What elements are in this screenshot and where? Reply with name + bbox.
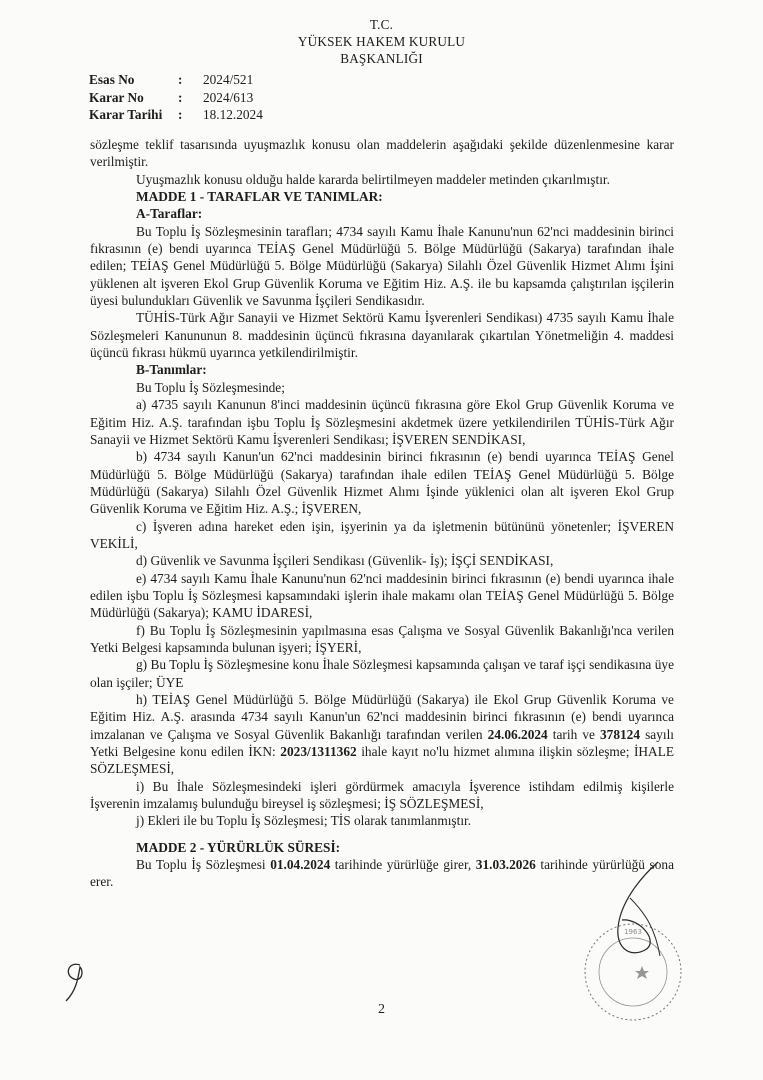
document-header xyxy=(0,16,763,67)
tarih-label: Karar Tarihi xyxy=(89,107,163,122)
colon: : xyxy=(178,107,183,122)
section-a-paragraph-1: Bu Toplu İş Sözleşmesinin tarafları; 4734 sayılı Kamu İhale Kanunu'nun 62'nci maddesinin birinci fıkrasının (e) bendi uyarınca TEİAŞ Genel Müdürlüğü 5. Bölge Müdürlüğü (Sakarya) tarafından ihale edilen; TEİAŞ Genel Müdürlüğü 5. Bölge Müdürlüğü (Sakarya) Silahlı Özel Güvenlik Hizmet Alımı İşini yüklenen alt işveren Ekol Grup Güvenlik Koruma ve Eğitim Hiz. A.Ş. ile bu kapsamda çalıştırılan işçilerin üyesi bulundukları Güvenlik ve Savunma İşçileri Sendikasıdır. xyxy=(90,223,674,309)
definition-h-number: 378124 xyxy=(599,726,641,742)
esas-row xyxy=(89,71,263,89)
definition-h-text-3: sayılı Yetki Belgesine konu edilen İKN: xyxy=(90,726,674,760)
section-a-title: A-Taraflar: xyxy=(136,206,203,222)
definition-a: a) 4735 sayılı Kanunun 8'inci maddesinin üçüncü fıkrasına göre Ekol Grup Güvenlik Koruma ve Eğitim Hiz. A.Ş. tarafından işbu Toplu İş Sözleşmesini akdetmek üzere yetkilendirilen TÜHİS-Türk Ağır Sanayii ve Hizmet Sektörü Kamu İşverenleri Sendikası; İŞVEREN SENDİKASI, xyxy=(90,397,674,447)
article-2-text-3: tarihinde yürürlüğü sona erer. xyxy=(90,857,674,890)
definition-h xyxy=(90,691,674,778)
header-tc: T.C. xyxy=(369,17,394,32)
definition-h-text-4: ihale kayıt no'lu hizmet alımına ilişkin sözleşme; İHALE SÖZLEŞMESİ, xyxy=(90,744,674,777)
paragraph-intro: sözleşme teklif tasarısında uyuşmazlık konusu olan maddelerin aşağıdaki şekilde düzenlenmesine karar verilmiştir. xyxy=(90,137,674,170)
section-b-title: B-Tanımlar: xyxy=(136,362,207,378)
definition-h-text-1: h) TEİAŞ Genel Müdürlüğü 5. Bölge Müdürlüğü (Sakarya) ile Ekol Grup Güvenlik Koruma ve Eğitim Hiz. A.Ş. arasında 4734 sayılı Kanun'un 62'nci maddesinin birinci fıkrasının (e) bendi uyarınca imzalanan ve Çalışma ve Sosyal Güvenlik Bakanlığı tarafından verilen xyxy=(90,692,674,742)
definition-i: i) Bu İhale Sözleşmesindeki işleri gördürmek amacıyla İşverence istihdam edilmiş kişilerle İşverenin imzalamış bulunduğu bireysel iş sözleşmesi; İŞ SÖZLEŞMESİ, xyxy=(90,778,674,812)
section-b-intro: Bu Toplu İş Sözleşmesinde; xyxy=(136,379,285,395)
definition-j: j) Ekleri ile bu Toplu İş Sözleşmesi; TİS olarak tanımlanmıştır. xyxy=(136,813,472,829)
definition-h-date: 24.06.2024 xyxy=(487,726,548,742)
paragraph-excluded: Uyuşmazlık konusu olduğu halde kararda belirtilmeyen maddeler metinden çıkarılmıştır. xyxy=(136,171,610,187)
karar-label: Karar No xyxy=(89,89,144,105)
tarih-row xyxy=(89,106,263,124)
start-date: 01.04.2024 xyxy=(270,857,331,873)
definition-d: d) Güvenlik ve Savunma İşçileri Sendikası (Güvenlik- İş); İŞÇİ SENDİKASI, xyxy=(136,553,554,569)
karar-row xyxy=(89,89,263,107)
colon: : xyxy=(178,72,183,87)
colon: : xyxy=(178,89,183,105)
definition-b: b) 4734 sayılı Kanun'un 62'nci maddesinin birinci fıkrasının (e) bendi uyarınca TEİAŞ Genel Müdürlüğü 5. Bölge Müdürlüğü (Sakarya) tarafından ihale edilen TEİAŞ Genel Müdürlüğü 5. Bölge Müdürlüğü (Sakarya) Silahlı Özel Güvenlik Hizmet Alımı İşinde yüklenici olan alt işveren Ekol Grup Güvenlik Koruma ve Eğitim Hiz. A.Ş.; İŞVEREN, xyxy=(90,449,674,517)
definition-h-text-2: tarih ve xyxy=(547,726,600,742)
definition-c: c) İşveren adına hareket eden işin, işyerinin ya da işletmenin bütününü yönetenler; İŞVEREN VEKİLİ, xyxy=(90,518,674,551)
esas-label: Esas No xyxy=(89,72,135,87)
header-department: BAŞKANLIĞI xyxy=(340,51,423,66)
definition-h-ikn: 2023/1311362 xyxy=(280,744,357,760)
case-metadata xyxy=(89,71,263,124)
article-2-paragraph xyxy=(90,856,674,891)
definition-e: e) 4734 sayılı Kamu İhale Kanunu'nun 62'nci maddesinin birinci fıkrasının (e) bendi uyarınca ihale edilen işbu Toplu İş Sözleşmesi kapsamındaki işlerin ihale makamı olan TEİAŞ Genel Müdürlüğü 5. Bölge Müdürlüğü (Sakarya); KAMU İDARESİ, xyxy=(90,570,674,621)
signature-icon xyxy=(600,858,670,968)
article-2-text-1: Bu Toplu İş Sözleşmesi xyxy=(136,857,271,873)
handwritten-initial-icon xyxy=(58,955,98,1005)
definition-g: g) Bu Toplu İş Sözleşmesine konu İhale Sözleşmesi kapsamında çalışan ve taraf işçi sendikasına üye olan işçiler; ÜYE xyxy=(90,657,674,690)
article-1-title: MADDE 1 - TARAFLAR VE TANIMLAR: xyxy=(136,189,383,205)
article-2-text-2: tarihinde yürürlüğe girer, xyxy=(330,857,476,873)
esas-value: 2024/521 xyxy=(203,72,254,87)
karar-value: 2024/613 xyxy=(203,89,254,105)
section-a-paragraph-2: TÜHİS-Türk Ağır Sanayii ve Hizmet Sektörü Kamu İşverenleri Sendikası) 4735 sayılı Kamu İhale Sözleşmeleri Kanununun 8. maddesinin üçüncü fıkrasına dayanılarak çıkartılan Yönetmeliğin 4. maddesi üçüncü fıkrası hükmü uyarınca yetkilendirilmiştir. xyxy=(90,310,674,361)
page-number: 2 xyxy=(378,1002,385,1017)
decision-body xyxy=(90,136,674,891)
end-date: 31.03.2026 xyxy=(475,857,536,873)
seal-year: 1963 xyxy=(624,928,642,936)
definition-f: f) Bu Toplu İş Sözleşmesinin yapılmasına esas Çalışma ve Sosyal Güvenlik Bakanlığı'nca verilen Yetki Belgesi kapsamında bulunan işyeri; İŞYERİ, xyxy=(90,622,674,655)
tarih-value: 18.12.2024 xyxy=(203,107,263,122)
header-institution: YÜKSEK HAKEM KURULU xyxy=(297,34,466,49)
article-2-title: MADDE 2 - YÜRÜRLÜK SÜRESİ: xyxy=(136,839,341,855)
